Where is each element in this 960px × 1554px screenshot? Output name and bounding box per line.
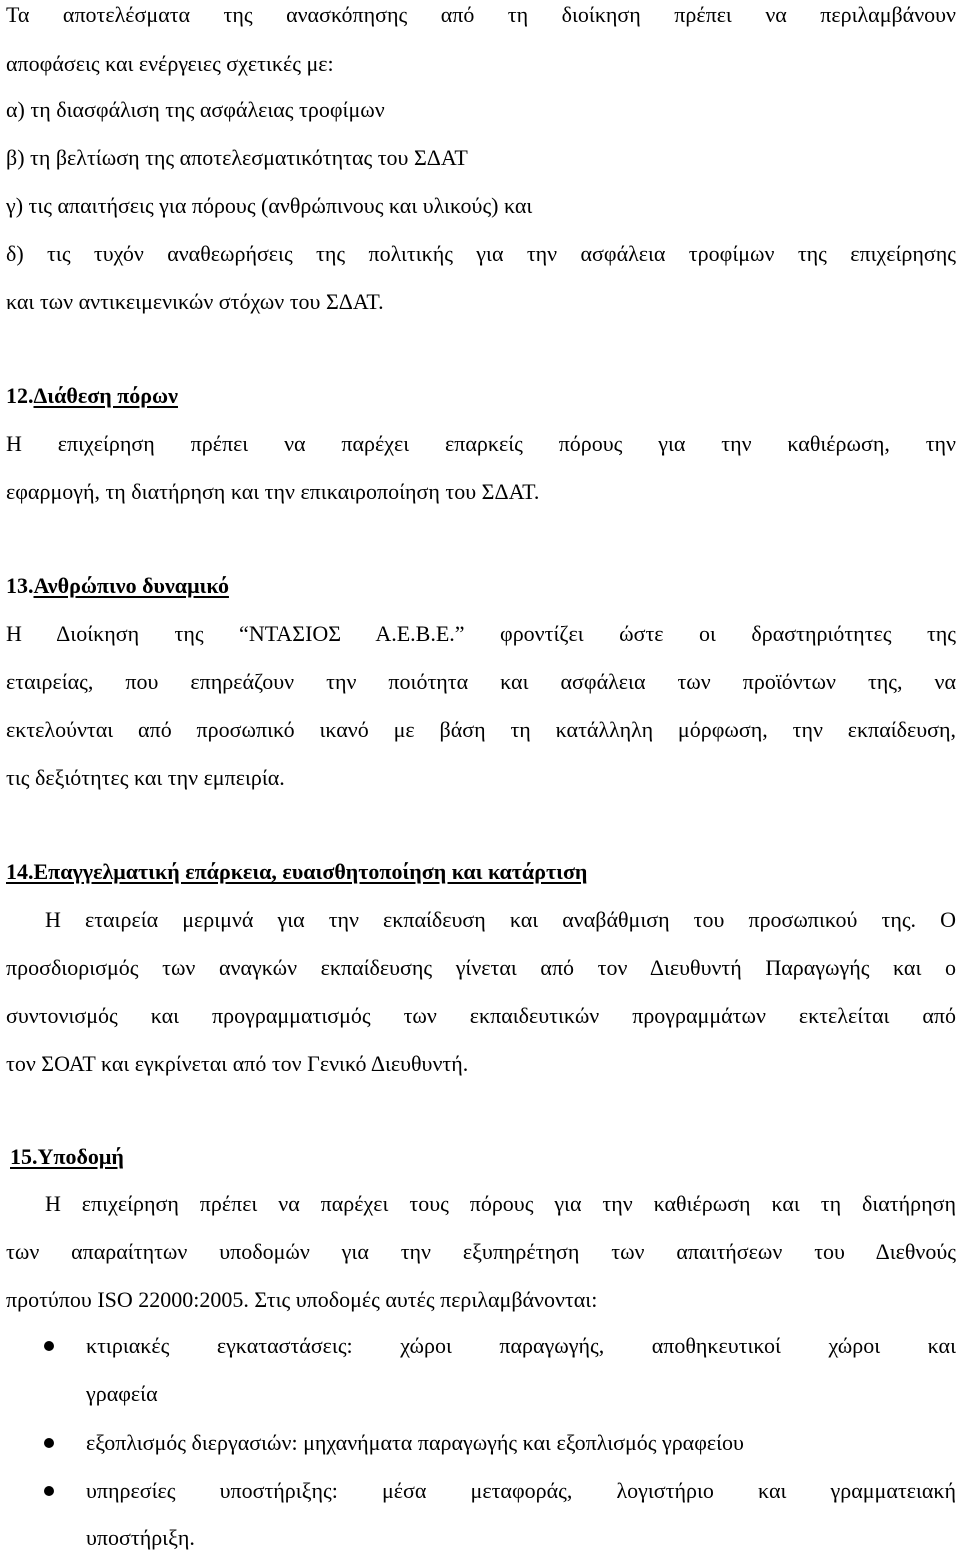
section-12-line-1: Η επιχείρηση πρέπει να παρέχει επαρκείς πόρους για την καθιέρωση, την [6,431,956,456]
section-12-number: 12. [6,383,34,408]
section-14-line-2: προσδιορισμός των αναγκών εκπαίδευσης γίνεται από τον Διευθυντή Παραγωγής και ο [6,955,956,980]
intro-item-d: δ) τις τυχόν αναθεωρήσεις της πολιτικής για την ασφάλεια τροφίμων της επιχείρησης [6,241,956,266]
section-12-title: Διάθεση πόρων [33,383,178,408]
section-13-number: 13. [6,573,34,598]
section-14-line-3: συντονισμός και προγραμματισμός των εκπαιδευτικών προγραμμάτων εκτελείται από [6,1003,956,1028]
bullet-1-line-2: γραφεία [86,1381,158,1406]
intro-line-last: και των αντικειμενικών στόχων του ΣΔΑΤ. [6,289,384,314]
bullet-2-line-1: εξοπλισμός διεργασιών: μηχανήματα παραγωγής και εξοπλισμός γραφείου [86,1430,744,1455]
section-13-line-1: Η Διοίκηση της “ΝΤΑΣΙΟΣ Α.Ε.Β.Ε.” φροντίζει ώστε οι δραστηριότητες της [6,621,956,646]
section-15-heading: 15.Υποδομή [10,1144,124,1169]
bullet-dot-icon [44,1486,54,1496]
section-12-line-2: εφαρμογή, τη διατήρηση και την επικαιροποίηση του ΣΔΑΤ. [6,479,540,504]
intro-line-2: αποφάσεις και ενέργειες σχετικές με: [6,51,334,76]
section-13-heading [6,572,229,600]
bullet-3-line-1: υπηρεσίες υποστήριξης: μέσα μεταφοράς, λογιστήριο και γραμματειακή [86,1478,956,1503]
section-14-line-1: Η εταιρεία μεριμνά για την εκπαίδευση και αναβάθμιση του προσωπικού της. Ο [45,907,956,932]
section-14-heading: 14.Επαγγελματική επάρκεια, ευαισθητοποίηση και κατάρτιση [6,859,588,884]
section-12-heading [6,382,178,410]
section-13-line-2: εταιρείας, που επηρεάζουν την ποιότητα και ασφάλεια των προϊόντων της, να [6,669,956,694]
bullet-3-line-2: υποστήριξη. [86,1525,195,1550]
section-13-line-3: εκτελούνται από προσωπικό ικανό με βάση τη κατάλληλη μόρφωση, την εκπαίδευση, [6,717,956,742]
bullet-1-line-1: κτιριακές εγκαταστάσεις: χώροι παραγωγής, αποθηκευτικοί χώροι και [86,1333,956,1358]
section-13-line-4: τις δεξιότητες και την εμπειρία. [6,765,285,790]
bullet-dot-icon [44,1438,54,1448]
section-15-line-3: προτύπου ISO 22000:2005. Στις υποδομές αυτές περιλαμβάνονται: [6,1287,598,1312]
intro-item-c: γ) τις απαιτήσεις για πόρους (ανθρώπινους και υλικούς) και [6,193,533,218]
intro-item-a: α) τη διασφάλιση της ασφάλειας τροφίμων [6,97,385,122]
intro-line-1: Τα αποτελέσματα της ανασκόπησης από τη διοίκηση πρέπει να περιλαμβάνουν [6,2,956,27]
section-13-title: Ανθρώπινο δυναμικό [33,573,229,598]
section-15-line-1: Η επιχείρηση πρέπει να παρέχει τους πόρους για την καθιέρωση και τη διατήρηση [45,1191,956,1216]
bullet-dot-icon [44,1341,54,1351]
intro-item-b: β) τη βελτίωση της αποτελεσματικότητας του ΣΔΑΤ [6,145,468,170]
section-15-line-2: των απαραίτητων υποδομών για την εξυπηρέτηση των απαιτήσεων του Διεθνούς [6,1239,956,1264]
section-14-line-4: τον ΣΟΑΤ και εγκρίνεται από τον Γενικό Διευθυντή. [6,1051,469,1076]
